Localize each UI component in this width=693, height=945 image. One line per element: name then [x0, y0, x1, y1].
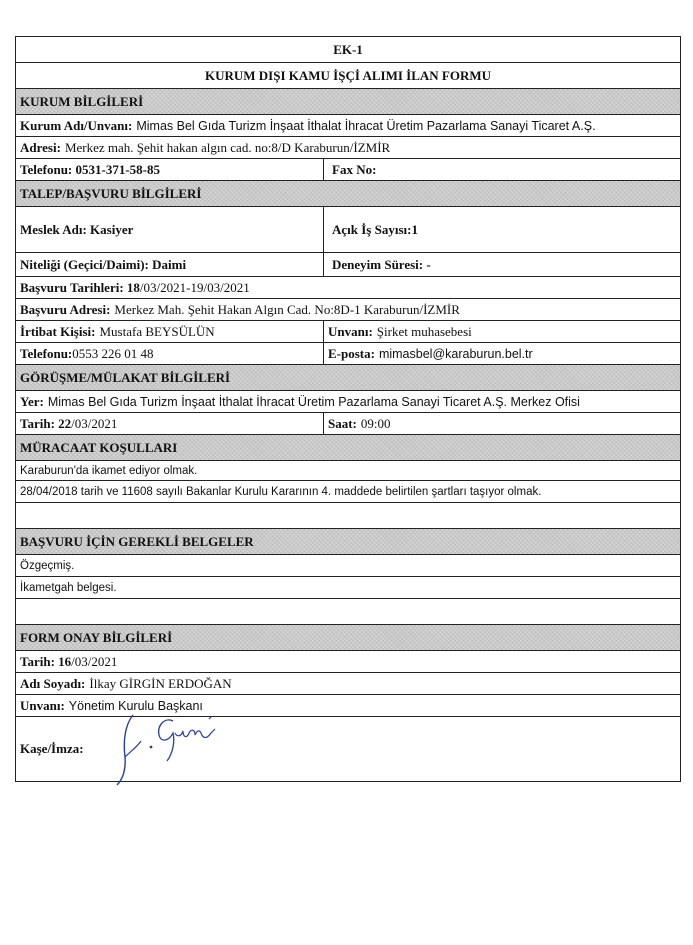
onay-unvan-value: Yönetim Kurulu Başkanı [68, 698, 203, 713]
kurum-adres-row [16, 136, 680, 158]
onay-kase-row [16, 716, 680, 782]
kurum-telefon-row [16, 158, 680, 180]
signature-image [111, 707, 261, 787]
deneyim-suresi: Deneyim Süresi: - [332, 256, 431, 272]
gorusme-saat-value: 09:00 [360, 415, 391, 431]
kurum-telefon: Telefonu: 0531-371-58-85 [16, 159, 324, 180]
gorusme-tarih-value: /03/2021 [71, 415, 118, 431]
section-onay-title: FORM ONAY BİLGİLERİ [20, 629, 173, 645]
section-muracaat-title: MÜRACAAT KOŞULLARI [20, 439, 178, 455]
basvuru-tarih-row [16, 276, 680, 298]
basvuru-adres-row [16, 298, 680, 320]
onay-ad-value: İlkay GİRGİN ERDOĞAN [89, 675, 232, 691]
form-title-row [16, 62, 680, 88]
meslek-row [16, 206, 680, 252]
section-kurum-title: KURUM BİLGİLERİ [20, 93, 144, 109]
niteligi: Niteliği (Geçici/Daimi): Daimi [16, 253, 324, 276]
list-item [16, 576, 680, 598]
section-gorusme-title: GÖRÜŞME/MÜLAKAT BİLGİLERİ [20, 369, 231, 385]
section-talep-title: TALEP/BAŞVURU BİLGİLERİ [20, 185, 202, 201]
muracaat-item-1: Karaburun'da ikamet ediyor olmak. [20, 464, 198, 477]
onay-tarih-value: /03/2021 [71, 653, 118, 669]
muracaat-item-2: 28/04/2018 tarih ve 11608 sayılı Bakanlar Kurulu Kararının 4. maddede belirtilen şartları taşıyor olmak. [20, 485, 542, 498]
list-item [16, 460, 680, 480]
basvuru-tarih-value: /03/2021-19/03/2021 [139, 279, 250, 295]
iletisim-row [16, 342, 680, 364]
meslek-adi: Meslek Adı: Kasiyer [16, 207, 324, 252]
onay-tarih-row [16, 650, 680, 672]
kurum-adres-label: Adresi: [20, 139, 61, 155]
gorusme-yer-row [16, 390, 680, 412]
form-ek-row [16, 36, 680, 62]
irtibat-value: Mustafa BEYSÜLÜN [99, 323, 215, 339]
irtibat-unvan-label: Unvanı: [328, 323, 373, 339]
kurum-adi-value: Mimas Bel Gıda Turizm İnşaat İthalat İhracat Üretim Pazarlama Sanayi Ticaret A.Ş. [136, 118, 596, 133]
onay-tarih-label: Tarih: 16 [20, 653, 72, 669]
eposta-label: E-posta: [328, 345, 375, 361]
gorusme-tarih-row [16, 412, 680, 434]
gorusme-yer-label: Yer: [20, 393, 44, 409]
onay-ad-label: Adı Soyadı: [20, 675, 86, 691]
gorusme-tarih-label: Tarih: 22 [20, 415, 72, 431]
belge-item-1: Özgeçmiş. [20, 559, 75, 572]
eposta-value: mimasbel@karaburun.bel.tr [378, 346, 533, 361]
section-talep [16, 180, 680, 206]
onay-ad-row [16, 672, 680, 694]
nitelik-row [16, 252, 680, 276]
gorusme-saat-label: Saat: [328, 415, 357, 431]
irtibat-unvan-value: Şirket muhasebesi [376, 323, 472, 339]
irtibat-telefon-value: 0553 226 01 48 [72, 345, 154, 361]
basvuru-tarih-label: Başvuru Tarihleri: 18 [20, 279, 140, 295]
acik-is-sayisi: Açık İş Sayısı:1 [332, 221, 418, 237]
section-muracaat [16, 434, 680, 460]
form-title: KURUM DIŞI KAMU İŞÇİ ALIMI İLAN FORMU [204, 67, 491, 83]
irtibat-telefon-label: Telefonu: [20, 345, 73, 361]
form-ek-label: EK-1 [333, 41, 363, 57]
gorusme-yer-value: Mimas Bel Gıda Turizm İnşaat İthalat İhracat Üretim Pazarlama Sanayi Ticaret A.Ş. Merkez Ofisi [47, 394, 580, 409]
list-item [16, 554, 680, 576]
section-belgeler [16, 528, 680, 554]
section-gorusme [16, 364, 680, 390]
onay-unvan-label: Unvanı: [20, 697, 65, 713]
basvuru-adres-value: Merkez Mah. Şehit Hakan Algın Cad. No:8D-1 Karaburun/İZMİR [114, 301, 460, 317]
kurum-adres-value: Merkez mah. Şehit hakan algın cad. no:8/D Karaburun/İZMİR [64, 139, 391, 155]
kurum-adi-label: Kurum Adı/Unvanı: [20, 117, 133, 133]
job-posting-form [15, 36, 681, 782]
section-kurum [16, 88, 680, 114]
irtibat-label: İrtibat Kişisi: [20, 323, 96, 339]
belgeler-empty-row [16, 598, 680, 624]
belge-item-2: İkametgah belgesi. [20, 581, 117, 594]
kase-imza-label: Kaşe/İmza: [20, 741, 84, 756]
section-belgeler-title: BAŞVURU İÇİN GEREKLİ BELGELER [20, 533, 254, 549]
kurum-fax: Fax No: [332, 161, 377, 177]
section-onay [16, 624, 680, 650]
list-item [16, 480, 680, 502]
kurum-adi-row [16, 114, 680, 136]
basvuru-adres-label: Başvuru Adresi: [20, 301, 111, 317]
irtibat-row [16, 320, 680, 342]
muracaat-empty-row [16, 502, 680, 528]
